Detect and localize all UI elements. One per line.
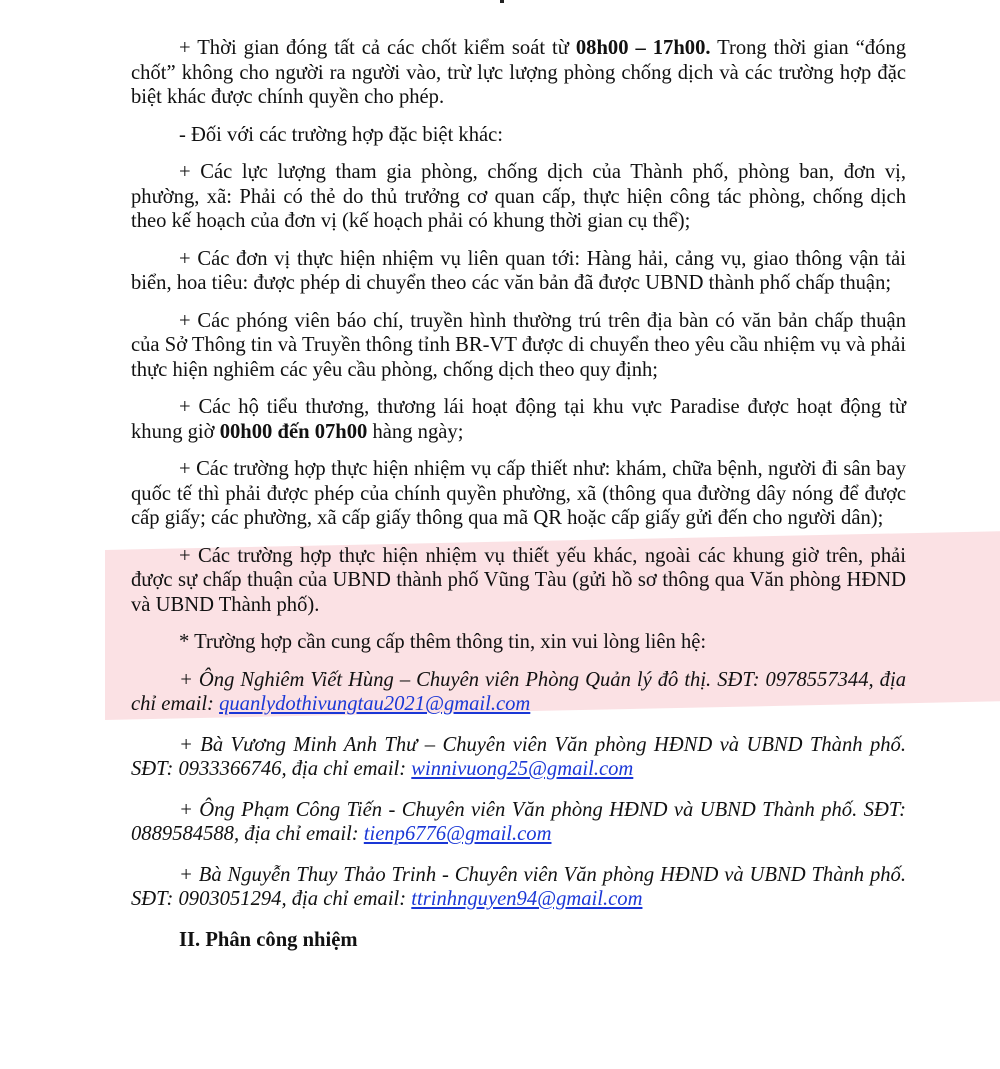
paragraph-special-cases: - Đối với các trường hợp đặc biệt khác:: [179, 123, 504, 146]
paragraph-traders: + Các hộ tiểu thương, thương lái hoạt động tại khu vực Paradise được hoạt động từ khung giờ 00h00 đến 07h00 hàng ngày;: [131, 396, 906, 443]
contact-item: + Ông Phạm Công Tiến - Chuyên viên Văn phòng HĐND và UBND Thành phố. SĐT: 0889584588, địa chỉ email: tienp6776@gmail.com: [131, 798, 906, 845]
email-link[interactable]: winnivuong25@gmail.com: [411, 758, 634, 780]
checkpoint-hours-bold: 08h00 – 17h00.: [575, 37, 711, 59]
paragraph-essential-tasks: + Các trường hợp thực hiện nhiệm vụ thiết yếu khác, ngoài các khung giờ trên, phải được sự chấp thuận của UBND thành phố Vũng Tàu (gửi hồ sơ thông qua Văn phòng HĐND và UBND Thành phố).: [131, 544, 906, 616]
page-top-mark: [500, 0, 504, 3]
email-link[interactable]: ttrinhnguyen94@gmail.com: [411, 888, 643, 910]
paragraph-checkpoint-hours: + Thời gian đóng tất cả các chốt kiểm soát từ 08h00 – 17h00. Trong thời gian “đóng chốt” không cho người ra người vào, trừ lực lượng phòng chống dịch và các trường hợp đặc biệt khác được chính quyền cho phép.: [131, 37, 906, 108]
paragraph-epidemic-forces: + Các lực lượng tham gia phòng, chống dịch của Thành phố, phòng ban, đơn vị, phường, xã: Phải có thẻ do thủ trưởng cơ quan cấp, thực hiện công tác phòng, chống dịch theo kế hoạch của đơn vị (kế hoạch phải có khung thời gian cụ thể);: [131, 161, 906, 232]
paragraph-press: + Các phóng viên báo chí, truyền hình thường trú trên địa bàn có văn bản chấp thuận của Sở Thông tin và Truyền thông tỉnh BR-VT được di chuyển theo yêu cầu nhiệm vụ và phải thực hiện nghiêm các yêu cầu phòng, chống dịch theo quy định;: [131, 309, 906, 381]
section-heading: II. Phân công nhiệm: [179, 928, 358, 951]
traders-hours-bold: 00h00 đến 07h00: [219, 420, 368, 443]
email-link[interactable]: quanlydothivungtau2021@gmail.com: [219, 693, 531, 715]
paragraph-urgent-tasks: + Các trường hợp thực hiện nhiệm vụ cấp thiết như: khám, chữa bệnh, người đi sân bay quốc tế thì phải được phép của chính quyền phường, xã (thông qua đường dây nóng để được cấp giấy; các phường, xã cấp giấy thông qua mã QR hoặc cấp giấy gửi đến cho người dân);: [131, 458, 906, 529]
paragraph-contact-intro: * Trường hợp cần cung cấp thêm thông tin, xin vui lòng liên hệ:: [179, 631, 707, 653]
document-body: [131, 36, 906, 952]
contact-item: + Bà Vương Minh Anh Thư – Chuyên viên Văn phòng HĐND và UBND Thành phố. SĐT: 0933366746, địa chỉ email: winnivuong25@gmail.com: [131, 733, 906, 780]
paragraph-maritime-units: + Các đơn vị thực hiện nhiệm vụ liên quan tới: Hàng hải, cảng vụ, giao thông vận tải biển, hoa tiêu: được phép di chuyển theo các văn bản đã được UBND thành phố chấp thuận;: [131, 247, 906, 294]
contact-item: + Bà Nguyễn Thuy Thảo Trinh - Chuyên viên Văn phòng HĐND và UBND Thành phố. SĐT: 0903051294, địa chỉ email: ttrinhnguyen94@gmail.com: [131, 863, 906, 910]
email-link[interactable]: tienp6776@gmail.com: [363, 823, 552, 845]
contact-item: + Ông Nghiêm Viết Hùng – Chuyên viên Phòng Quản lý đô thị. SĐT: 0978557344, địa chỉ email: quanlydothivungtau2021@gmail.com: [131, 668, 906, 715]
